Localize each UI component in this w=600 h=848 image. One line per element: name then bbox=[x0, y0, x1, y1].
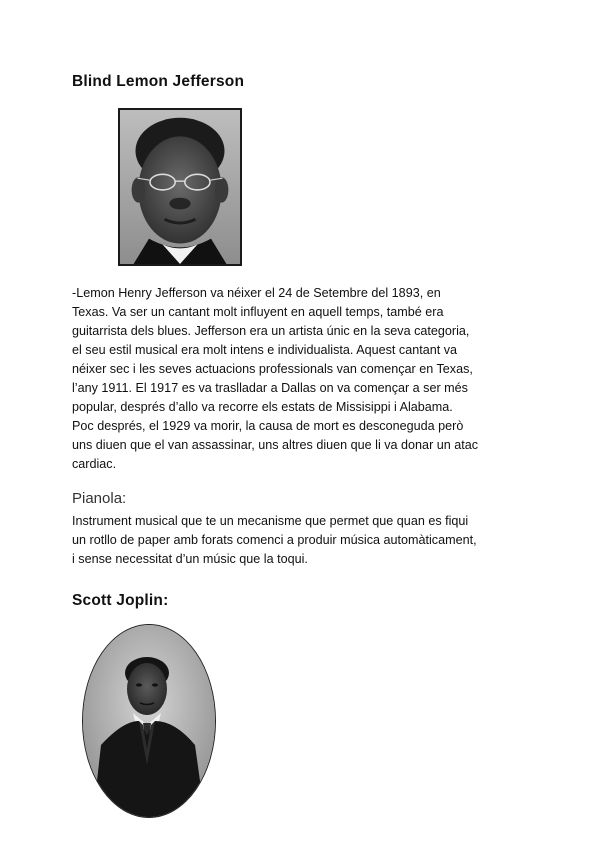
biography-line: Texas. Va ser un cantant molt influyent en aquell temps, també era bbox=[72, 305, 444, 319]
biography-line: cardiac. bbox=[72, 457, 117, 471]
section-title-scott-joplin: Scott Joplin: bbox=[72, 592, 169, 609]
biography-line: Poc després, el 1929 va morir, la causa de mort es desconeguda però bbox=[72, 419, 464, 433]
portrait-blind-lemon-jefferson bbox=[118, 108, 242, 266]
biography-line: uns diuen que el van assassinar, uns altres diuen que li va donar un atac bbox=[72, 438, 479, 452]
biography-line: -Lemon Henry Jefferson va néixer el 24 de Setembre del 1893, en bbox=[72, 286, 441, 300]
biography-line: guitarrista dels blues. Jefferson era un artista únic en la seva categoria, bbox=[72, 324, 470, 338]
biography-paragraph bbox=[72, 284, 542, 474]
definition-line: Instrument musical que te un mecanisme que permet que quan es fiqui bbox=[72, 514, 469, 528]
biography-line: el seu estil musical era molt intens e individualista. Aquest cantant va bbox=[72, 343, 458, 357]
pianola-heading: Pianola: bbox=[72, 490, 127, 507]
portrait-scott-joplin bbox=[82, 624, 216, 818]
biography-line: popular, després d’allo va recorre els estats de Missisippi i Alabama. bbox=[72, 400, 453, 414]
biography-line: l’any 1911. El 1917 es va traslladar a Dallas on va començar a ser més bbox=[72, 381, 468, 395]
pianola-definition bbox=[72, 512, 542, 569]
biography-line: néixer sec i les seves actuacions professionals van començar en Texas, bbox=[72, 362, 473, 376]
definition-line: un rotllo de paper amb forats comenci a produir música automàticament, bbox=[72, 533, 477, 547]
section-title-blind-lemon: Blind Lemon Jefferson bbox=[72, 73, 245, 90]
definition-line: i sense necessitat d’un músic que la toqui. bbox=[72, 552, 308, 566]
